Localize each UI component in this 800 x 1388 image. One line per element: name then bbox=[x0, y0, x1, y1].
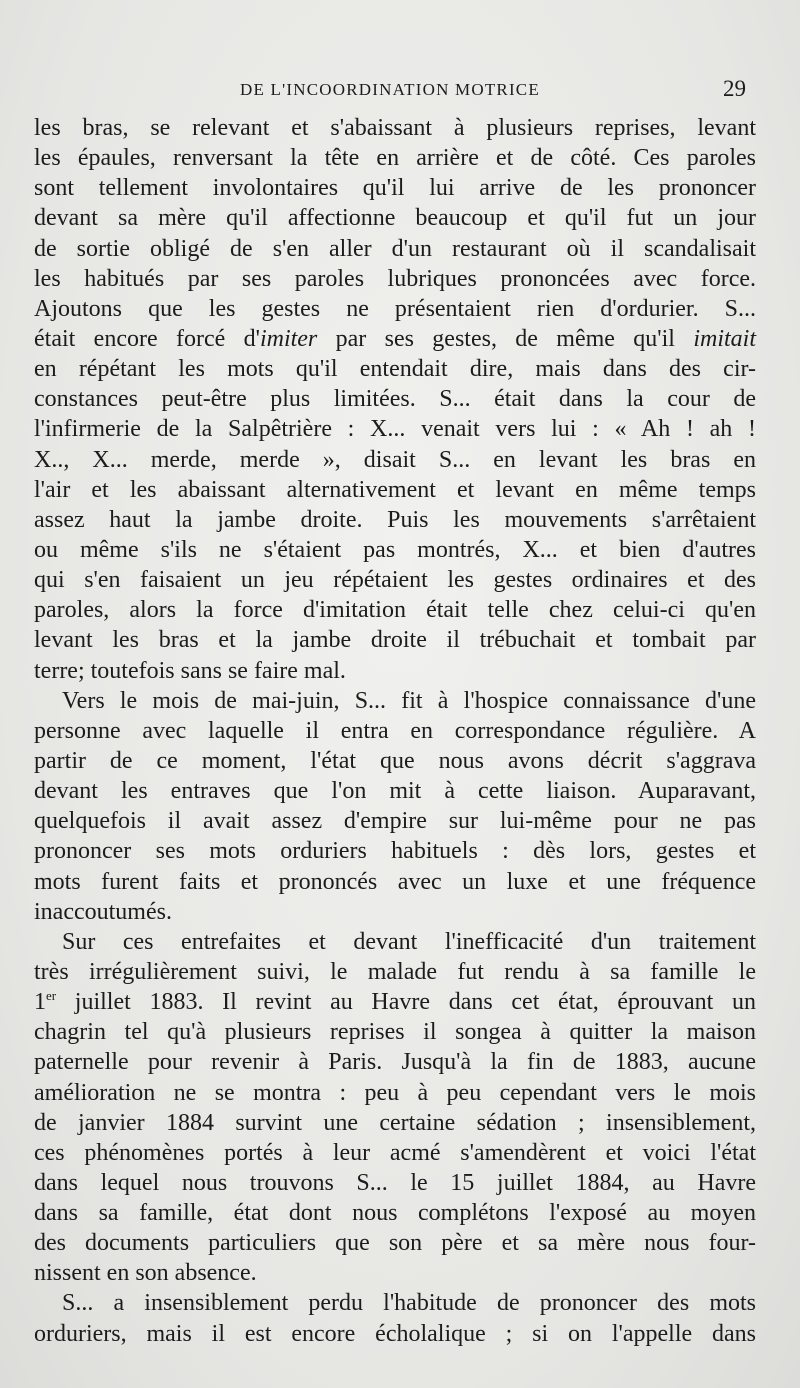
text-line: quelquefois il avait assez d'empire sur lui-même pour ne pas bbox=[34, 808, 756, 835]
text-line: de sortie obligé de s'en aller d'un restaurant où il scandalisait bbox=[34, 235, 756, 262]
text-line: Vers le mois de mai-juin, S... fit à l'hospice connaissance d'une bbox=[62, 687, 756, 714]
text-line: assez haut la jambe droite. Puis les mouvements s'arrêtaient bbox=[34, 506, 756, 533]
text-line: paroles, alors la force d'imitation était telle chez celui-ci qu'en bbox=[34, 597, 756, 624]
text-line: ou même s'ils ne s'étaient pas montrés, X... et bien d'autres bbox=[34, 536, 756, 563]
text-line: prononcer ses mots orduriers habituels : dès lors, gestes et bbox=[34, 838, 756, 865]
text-line: les épaules, renversant la tête en arrière et de côté. Ces paroles bbox=[34, 145, 756, 172]
text-line: sont tellement involontaires qu'il lui arrive de les prononcer bbox=[34, 175, 756, 202]
text-line: nissent en son absence. bbox=[34, 1260, 257, 1287]
text-line: inaccoutumés. bbox=[34, 898, 172, 925]
page-header bbox=[34, 74, 746, 108]
text-line: terre; toutefois sans se faire mal. bbox=[34, 657, 346, 684]
text-line: était encore forcé d'imiter par ses gestes, de même qu'il imitait bbox=[34, 325, 756, 352]
text-line: les bras, se relevant et s'abaissant à plusieurs reprises, levant bbox=[34, 115, 756, 141]
text-line: des documents particuliers que son père et sa mère nous four- bbox=[34, 1230, 756, 1257]
text-line: X.., X... merde, merde », disait S... en levant les bras en bbox=[34, 446, 756, 473]
text-line: dans sa famille, état dont nous complétons l'exposé au moyen bbox=[34, 1200, 756, 1227]
text-line: en répétant les mots qu'il entendait dire, mais dans des cir- bbox=[34, 356, 756, 383]
text-line: Sur ces entrefaites et devant l'inefficacité d'un traitement bbox=[62, 928, 756, 955]
text-line: ces phénomènes portés à leur acmé s'amendèrent et voici l'état bbox=[34, 1139, 756, 1166]
text-line: de janvier 1884 survint une certaine sédation ; insensiblement, bbox=[34, 1109, 756, 1136]
text-line: constances peut-être plus limitées. S... était dans la cour de bbox=[34, 386, 756, 413]
text-line: l'infirmerie de la Salpêtrière : X... venait vers lui : « Ah ! ah ! bbox=[34, 416, 756, 443]
text-line: chagrin tel qu'à plusieurs reprises il songea à quitter la maison bbox=[34, 1019, 756, 1046]
text-line: l'air et les abaissant alternativement et levant en même temps bbox=[34, 476, 756, 503]
text-line: les habitués par ses paroles lubriques prononcées avec force. bbox=[34, 265, 756, 292]
text-line: paternelle pour revenir à Paris. Jusqu'à la fin de 1883, aucune bbox=[34, 1049, 756, 1076]
page-number: 29 bbox=[723, 76, 746, 101]
text-line: S... a insensiblement perdu l'habitude de prononcer des mots bbox=[62, 1290, 756, 1317]
text-line: dans lequel nous trouvons S... le 15 juillet 1884, au Havre bbox=[34, 1169, 756, 1196]
text-line: devant sa mère qu'il affectionne beaucoup et qu'il fut un jour bbox=[34, 205, 756, 232]
text-line: levant les bras et la jambe droite il trébuchait et tombait par bbox=[34, 627, 756, 654]
body-text bbox=[34, 113, 756, 1349]
text-line: personne avec laquelle il entra en correspondance régulière. A bbox=[34, 717, 756, 744]
text-line: Ajoutons que les gestes ne présentaient rien d'ordurier. S... bbox=[34, 295, 756, 322]
text-line: 1er juillet 1883. Il revint au Havre dans cet état, éprouvant un bbox=[34, 988, 756, 1016]
running-head: DE L'INCOORDINATION MOTRICE bbox=[240, 80, 540, 99]
text-line: très irrégulièrement suivi, le malade fut rendu à sa famille le bbox=[34, 958, 756, 985]
text-line: partir de ce moment, l'état que nous avons décrit s'aggrava bbox=[34, 747, 756, 774]
text-line: qui s'en faisaient un jeu répétaient les gestes ordinaires et des bbox=[34, 567, 756, 594]
text-line: devant les entraves que l'on mit à cette liaison. Auparavant, bbox=[34, 778, 756, 805]
text-line: orduriers, mais il est encore écholalique ; si on l'appelle dans bbox=[34, 1320, 756, 1347]
text-line: mots furent faits et prononcés avec un luxe et une fréquence bbox=[34, 868, 756, 895]
text-line: amélioration ne se montra : peu à peu cependant vers le mois bbox=[34, 1079, 756, 1106]
